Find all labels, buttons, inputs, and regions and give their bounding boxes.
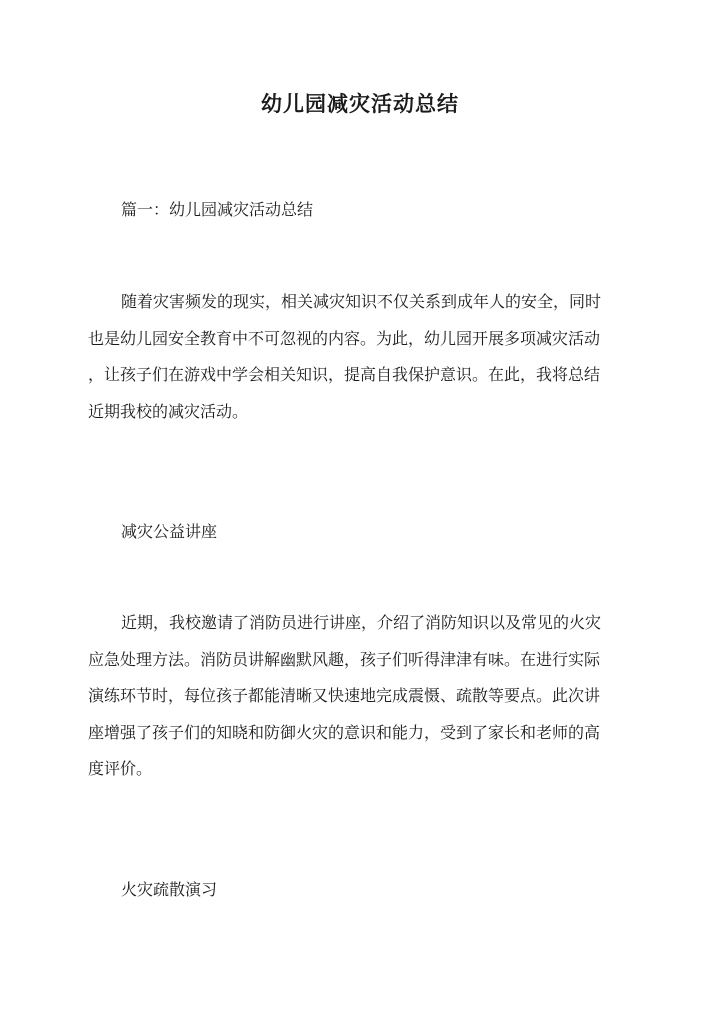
intro-paragraph [88,284,632,430]
paragraph-line: 演练环节时，每位孩子都能清晰又快速地完成震慑、疏散等要点。此次讲 [88,686,601,705]
document-title: 幼儿园减灾活动总结 [261,91,459,116]
paragraph-line: 近期我校的减灾活动。 [88,401,249,421]
paragraph-line: ，让孩子们在游戏中学会相关知识，提高自我保护意识。在此，我将总结 [88,365,601,384]
paragraph-line: 近期，我校邀请了消防员进行讲座，介绍了消防知识以及常见的火灾 [121,613,602,632]
part-heading: 篇一：幼儿园减灾活动总结 [121,200,314,219]
paragraph-line: 应急处理方法。消防员讲解幽默风趣，孩子们听得津津有味。在进行实际 [88,649,601,669]
paragraph-line: 度评价。 [88,759,153,778]
lecture-paragraph [88,605,632,788]
paragraph-line: 也是幼儿园安全教育中不可忽视的内容。为此，幼儿园开展多项减灾活动 [88,328,601,348]
section-heading-lecture: 减灾公益讲座 [121,522,218,541]
paragraph-line: 随着灾害频发的现实，相关减灾知识不仅关系到成年人的安全，同时 [121,292,602,311]
paragraph-line: 座增强了孩子们的知晓和防御火灾的意识和能力，受到了家长和老师的高 [88,722,601,742]
section-heading-fire-drill: 火灾疏散演习 [121,880,218,899]
